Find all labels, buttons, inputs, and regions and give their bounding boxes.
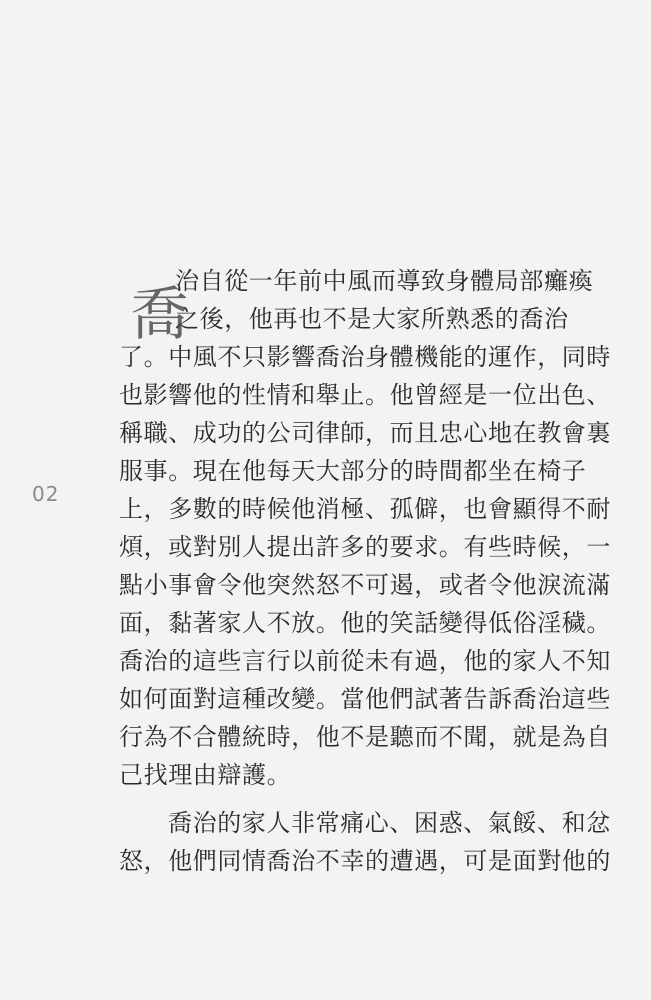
text-line: 怒，他們同情喬治不幸的遭遇，可是面對他的: [119, 847, 611, 875]
text-line: 之後，他再也不是大家所熟悉的喬治: [175, 305, 569, 333]
text-line: 行為不合體統時，他不是聽而不聞，就是為自: [119, 723, 611, 751]
text-line: 也影響他的性情和舉止。他曾經是一位出色、: [119, 381, 611, 409]
text-line: 面，黏著家人不放。他的笑話變得低俗淫穢。: [119, 609, 611, 637]
text-line: 喬治的這些言行以前從未有過，他的家人不知: [119, 647, 611, 675]
text-line: 服事。現在他每天大部分的時間都坐在椅子: [119, 457, 587, 485]
paragraph-spacer: [119, 794, 599, 804]
text-line: 點小事會令他突然怒不可遏，或者令他淚流滿: [119, 571, 611, 599]
page-number: 02: [32, 482, 60, 506]
text-line: 了。中風不只影響喬治身體機能的運作，同時: [119, 343, 611, 371]
text-line: 喬治的家人非常痛心、困惑、氣餒、和忿: [168, 809, 611, 837]
text-line: 煩，或對別人提出許多的要求。有些時候，一: [119, 533, 611, 561]
text-line: 如何面對這種改變。當他們試著告訴喬治這些: [119, 685, 611, 713]
text-line: 稱職、成功的公司律師，而且忠心地在教會裏: [119, 419, 611, 447]
drop-cap: 喬: [131, 280, 190, 348]
text-line: 治自從一年前中風而導致身體局部癱瘓: [175, 267, 594, 295]
text-line: 上，多數的時候他消極、孤僻，也會顯得不耐: [119, 495, 611, 523]
text-line: 己找理由辯護。: [119, 761, 292, 789]
body-text: [119, 262, 611, 880]
